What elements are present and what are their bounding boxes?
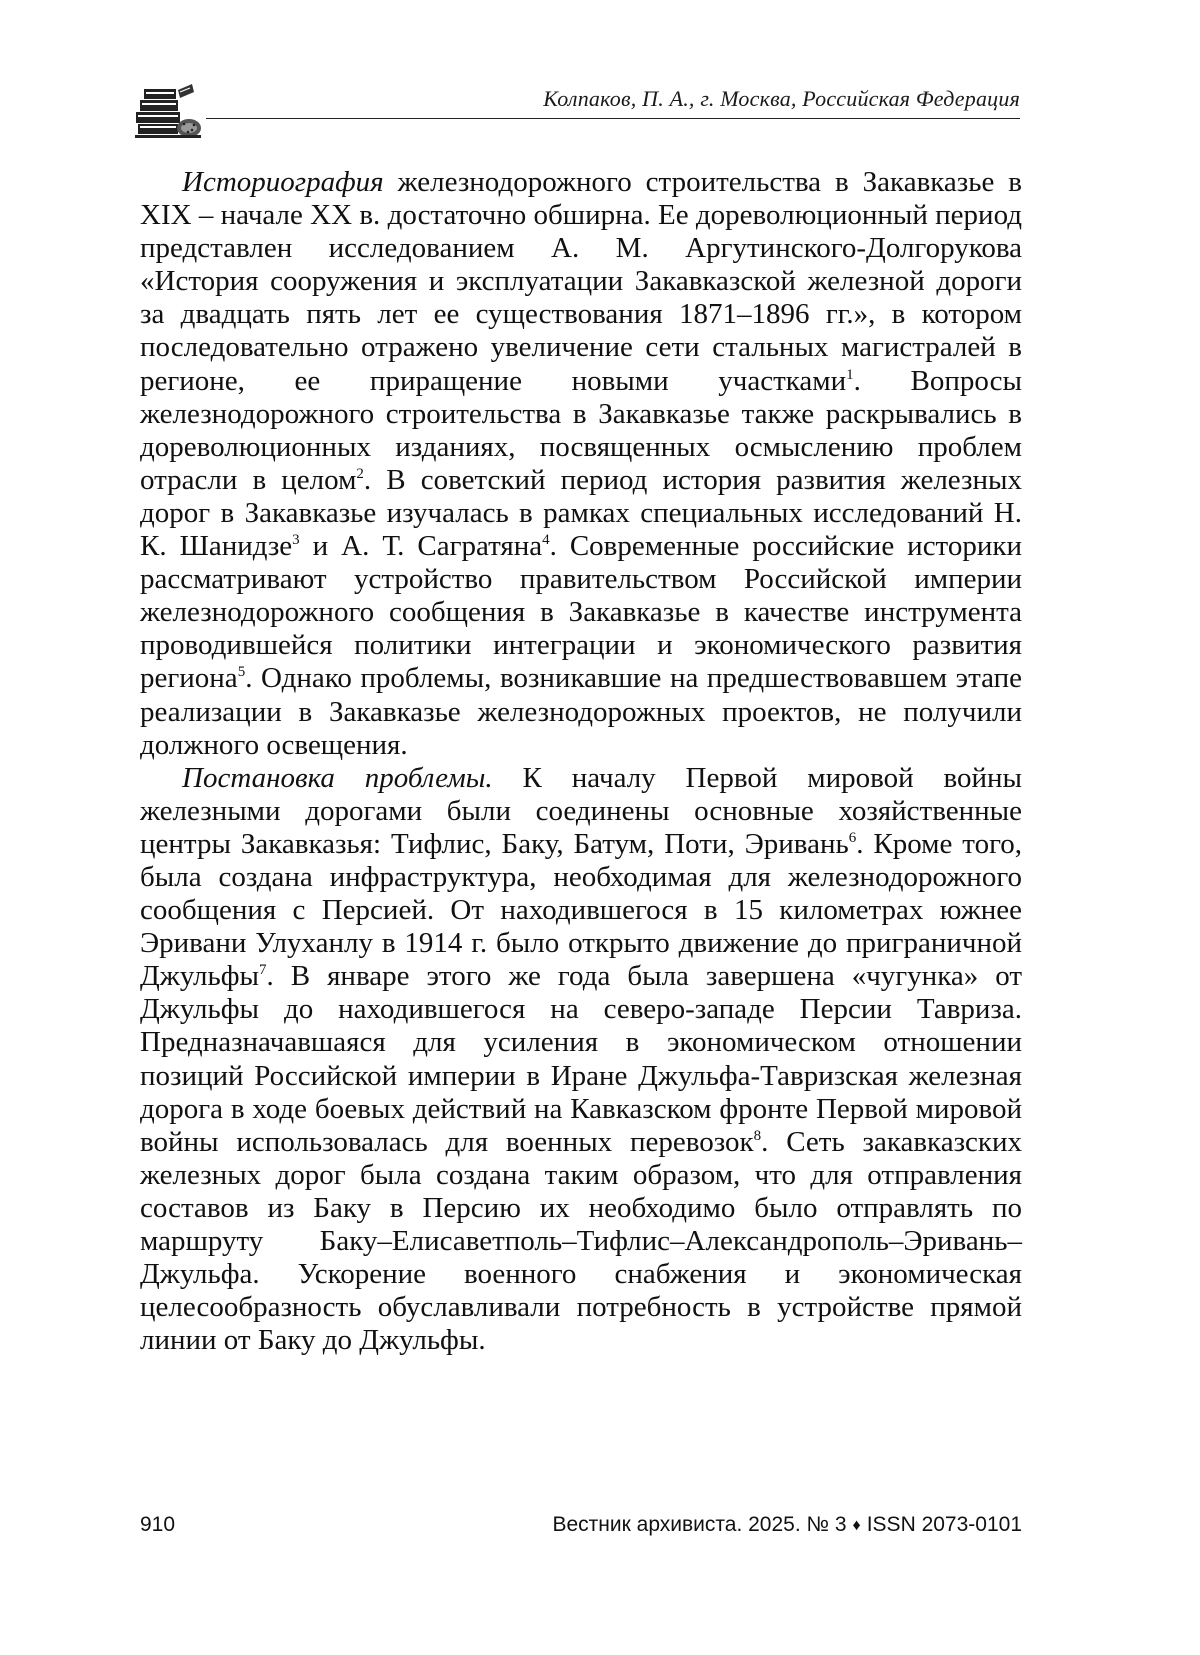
footnote-ref[interactable]: 2 xyxy=(356,465,364,482)
paragraph-lead: Историография xyxy=(182,166,384,198)
text-segment: и А. Т. Сагратяна xyxy=(299,530,543,563)
footnote-ref[interactable]: 5 xyxy=(237,664,246,681)
journal-citation xyxy=(552,1513,1022,1537)
paragraph xyxy=(140,166,1022,762)
issn: ISSN 2073-0101 xyxy=(866,1513,1022,1536)
footnote-ref[interactable]: 8 xyxy=(753,1127,762,1144)
text-segment: . В январе этого же года была завершена «чугунка» от Джульфы до находившегося на северо-западе Персии Тавриза. Предназначавшаяся для усиления в экономическом отношении позиций Российской империи в Иране Джульфа-Тавризская железная дорога в ходе боевых действий на Кавказском фронте Первой мировой войны использовалась для военных перевозок xyxy=(140,960,1022,1158)
footnote-ref[interactable]: 4 xyxy=(542,532,550,549)
header-rule xyxy=(206,118,1020,119)
text-segment: . Однако проблемы, возникавшие на предшествовавшем этапе реализации в Закавказье железнодорожных проектов, не получили должного освещения. xyxy=(140,662,1022,761)
text-segment: . Современные российские историки рассматривают устройство правительством Российской империи железнодорожного сообщения в Закавказье в качестве инструмента проводившейся политики интеграции и экономического развития региона xyxy=(140,530,1022,695)
page-number: 910 xyxy=(140,1513,176,1536)
text-segment: . Вопросы железнодорожного строительства в Закавказье также раскрывались в дореволюционных изданиях, посвященных осмыслению проблем отрасли в целом xyxy=(140,364,1022,496)
diamond-icon: ♦ xyxy=(852,1517,861,1534)
journal-title: Вестник архивиста. 2025. № 3 xyxy=(552,1513,847,1536)
running-head: Колпаков, П. А., г. Москва, Российская Федерация xyxy=(543,86,1020,111)
article-body xyxy=(140,166,1022,1357)
text-segment: . Сеть закавказских железных дорог была создана таким образом, что для отправления составов из Баку в Персию их необходимо было отправлять по маршруту Баку–Елисаветполь–Тифлис–Александрополь–Эривань–Джульфа. Ускорение военного снабжения и экономическая целесообразность обуславливали потребность в устройстве прямой линии от Баку до Джульфы. xyxy=(140,1125,1022,1357)
footnote-ref[interactable]: 6 xyxy=(848,829,857,846)
text-segment: . Кроме того, была создана инфраструктура, необходимая для железнодорожного сообщения с Персией. От находившегося в 15 километрах южнее Эривани Улуханлу в 1914 г. было открыто движение до приграничной Джульфы xyxy=(140,827,1022,993)
text-segment: . В советский период история развития железных дорог в Закавказье изучалась в рамках специальных исследований Н. К. Шанидзе xyxy=(140,463,1022,563)
footnote-ref[interactable]: 3 xyxy=(292,532,300,549)
footnote-ref[interactable]: 7 xyxy=(259,962,267,979)
text-segment: железнодорожного строительства в Закавказье в XIX – начале XX в. достаточно обширна. Ее дореволюционный период представлен исследованием А. М. Аргутинского-Долгорукова «История сооружения и эксплуатации Закавказской железной дороги за двадцать пять лет ее существования 1871–1896 гг.», в котором последовательно отражено увеличение сети стальных магистралей в регионе, ее приращение новыми участками xyxy=(140,166,1022,397)
archive-logo-icon xyxy=(134,80,204,142)
page-footer xyxy=(140,1513,1022,1537)
text-segment: К началу Первой мировой войны железными дорогами были соединены основные хозяйственные центры Закавказья: Тифлис, Баку, Батум, Поти, Эривань xyxy=(140,761,1022,860)
footnote-ref[interactable]: 1 xyxy=(846,366,854,383)
paragraph-lead: Постановка проблемы. xyxy=(182,761,493,794)
paragraph xyxy=(140,762,1022,1358)
